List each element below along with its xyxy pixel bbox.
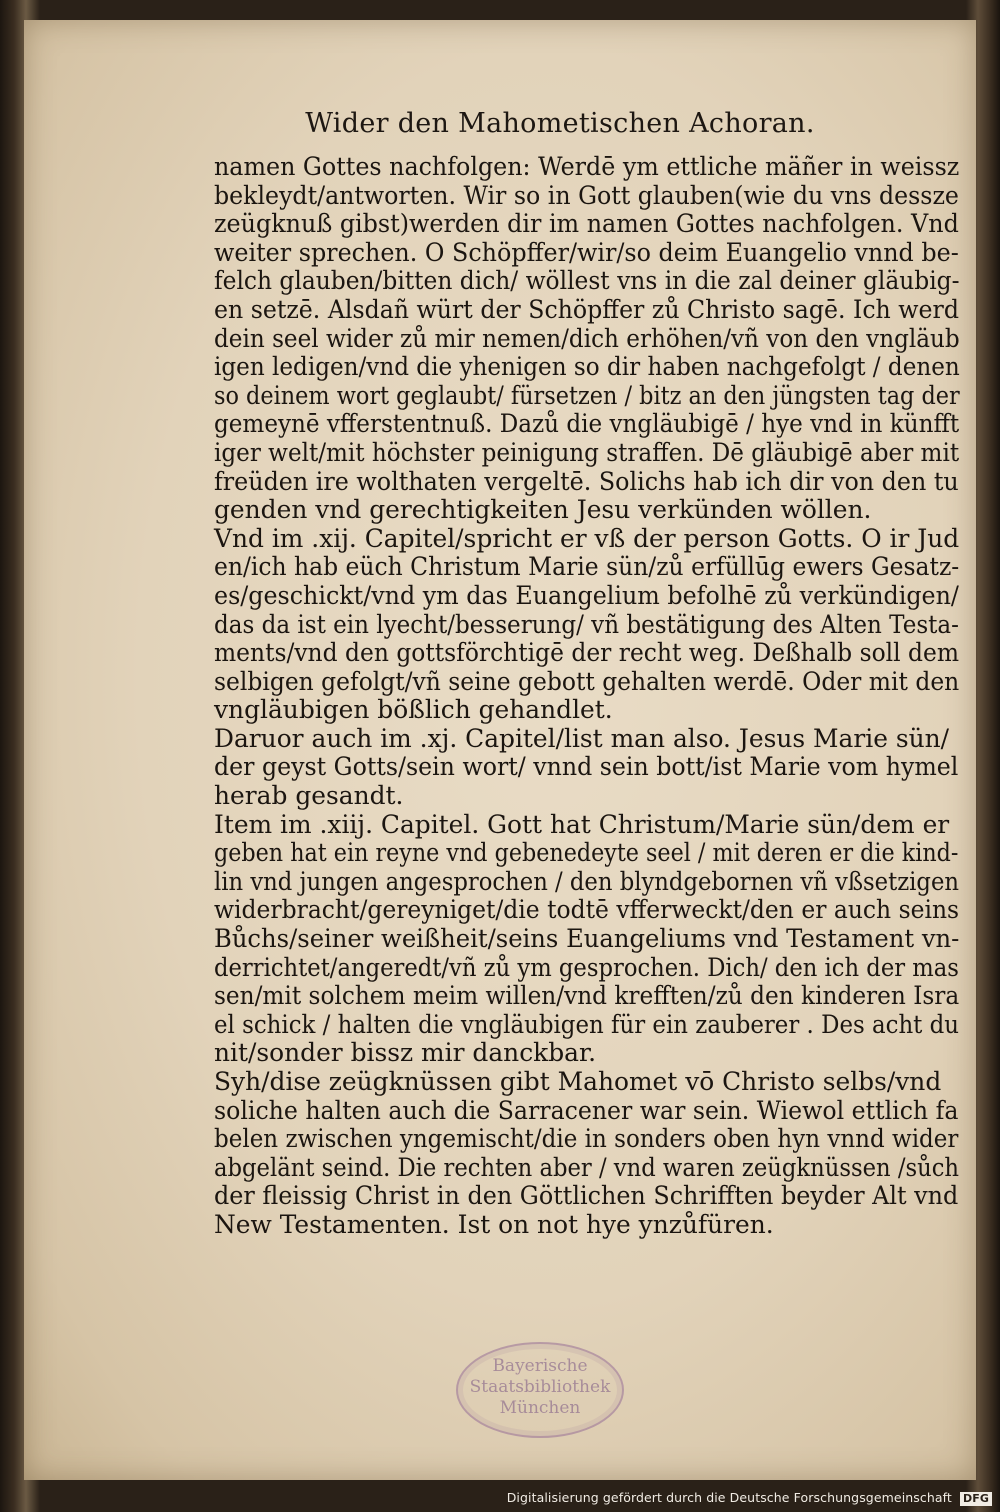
body-text	[214, 152, 974, 1239]
text-line: gemeynē vfferstentnuß. Dazů die vngläubigē / hye vnd in künfft	[214, 408, 960, 439]
text-line: nit/sonder bissz mir danckbar.	[214, 1037, 597, 1068]
text-line: selbigen gefolgt/vñ seine gebott gehalten werdē. Oder mit den	[214, 665, 960, 696]
stamp-line: Staatsbibliothek	[469, 1377, 611, 1397]
text-line: zeügknuß gibst)werden dir im namen Gottes nachfolgen. Vnd	[214, 208, 959, 239]
book-page	[24, 20, 976, 1480]
text-line: soliche halten auch die Sarracener war sein. Wiewol ettlich fa	[214, 1094, 959, 1125]
text-line: igen ledigen/vnd die yhenigen so dir haben nachgefolgt / denen	[214, 351, 960, 382]
digitization-footer	[507, 1490, 992, 1506]
text-line: freüden ire wolthaten vergeltē. Solichs hab ich dir von den tu	[214, 465, 959, 496]
text-line: vngläubigen bößlich gehandlet.	[214, 694, 613, 725]
text-line: namen Gottes nachfolgen: Werdē ym ettliche mäñer in weissz	[214, 151, 960, 181]
text-line: weiter sprechen. O Schöpffer/wir/so deim Euangelio vnnd be-	[214, 236, 959, 267]
text-line: genden vnd gerechtigkeiten Jesu verkünden wöllen.	[214, 494, 872, 525]
text-line: felch glauben/bitten dich/ wöllest vns in die zal deiner gläubig-	[214, 265, 960, 296]
text-line: el schick / halten die vngläubigen für ein zauberer . Des acht du	[214, 1008, 960, 1039]
text-line: New Testamenten. Ist on not hye ynzůfüren.	[214, 1208, 774, 1239]
text-line: Vnd im .xij. Capitel/spricht er vß der person Gotts. O ir Jud	[214, 522, 960, 553]
text-line: en/ich hab eüch Christum Marie sün/zů erfüllūg ewers Gesatz-	[214, 551, 960, 582]
text-line: so deinem wort geglaubt/ fürsetzen / bitz an den jüngsten tag der	[214, 379, 960, 410]
text-line: widerbracht/gereyniget/die todtē vfferweckt/den er auch seins	[214, 894, 960, 925]
stamp-line: Bayerische	[492, 1356, 588, 1376]
text-line: dein seel wider zů mir nemen/dich erhöhen/vñ von den vngläub	[214, 322, 960, 353]
dfg-logo-icon: DFG	[960, 1492, 992, 1506]
text-line: das da ist ein lyecht/besserung/ vñ bestätigung des Alten Testa-	[214, 608, 959, 639]
text-line: Item im .xiij. Capitel. Gott hat Christum/Marie sün/dem er	[214, 808, 950, 839]
text-line: der geyst Gotts/sein wort/ vnnd sein bott/ist Marie vom hymel	[214, 751, 959, 782]
library-stamp	[456, 1342, 624, 1438]
text-line: der fleissig Christ in den Göttlichen Schrifften beyder Alt vnd	[214, 1180, 959, 1211]
text-line: iger welt/mit höchster peinigung straffen. Dē gläubigē aber mit	[214, 436, 960, 467]
text-line: es/geschickt/vnd ym das Euangelium befolhē zů verkündigen/	[214, 579, 959, 610]
text-line: lin vnd jungen angesprochen / den blyndgebornen vñ vßsetzigen	[214, 865, 960, 896]
text-line: herab gesandt.	[214, 780, 404, 811]
text-line: bekleydt/antworten. Wir so in Gott glauben(wie du vns dessze	[214, 179, 959, 210]
text-line: Bůchs/seiner weißheit/seins Euangeliums vnd Testament vn-	[214, 923, 960, 954]
stamp-line: München	[499, 1398, 581, 1418]
text-line: Daruor auch im .xj. Capitel/list man also. Jesus Marie sün/	[214, 722, 950, 753]
text-line: belen zwischen yngemischt/die in sonders oben hyn vnnd wider	[214, 1123, 959, 1154]
text-line: derrichtet/angeredt/vñ zů ym gesprochen. Dich/ den ich der mas	[214, 951, 959, 982]
text-line: ments/vnd den gottsförchtigē der recht weg. Deßhalb soll dem	[214, 637, 960, 668]
text-line: abgelänt seind. Die rechten aber / vnd waren zeügknüssen /sůch	[214, 1151, 960, 1182]
text-line: sen/mit solchem meim willen/vnd krefften/zů den kinderen Isra	[214, 980, 960, 1011]
text-line: en setzē. Alsdañ würt der Schöpffer zů Christo sagē. Ich werd	[214, 293, 959, 324]
footer-text: Digitalisierung gefördert durch die Deutsche Forschungsgemeinschaft	[506, 1490, 952, 1505]
running-head: Wider den Mahometischen Achoran.	[305, 108, 815, 139]
text-line: geben hat ein reyne vnd gebenedeyte seel / mit deren er die kind-	[214, 837, 959, 868]
text-line: Syh/dise zeügknüssen gibt Mahomet vō Christo selbs/vnd	[214, 1066, 942, 1096]
